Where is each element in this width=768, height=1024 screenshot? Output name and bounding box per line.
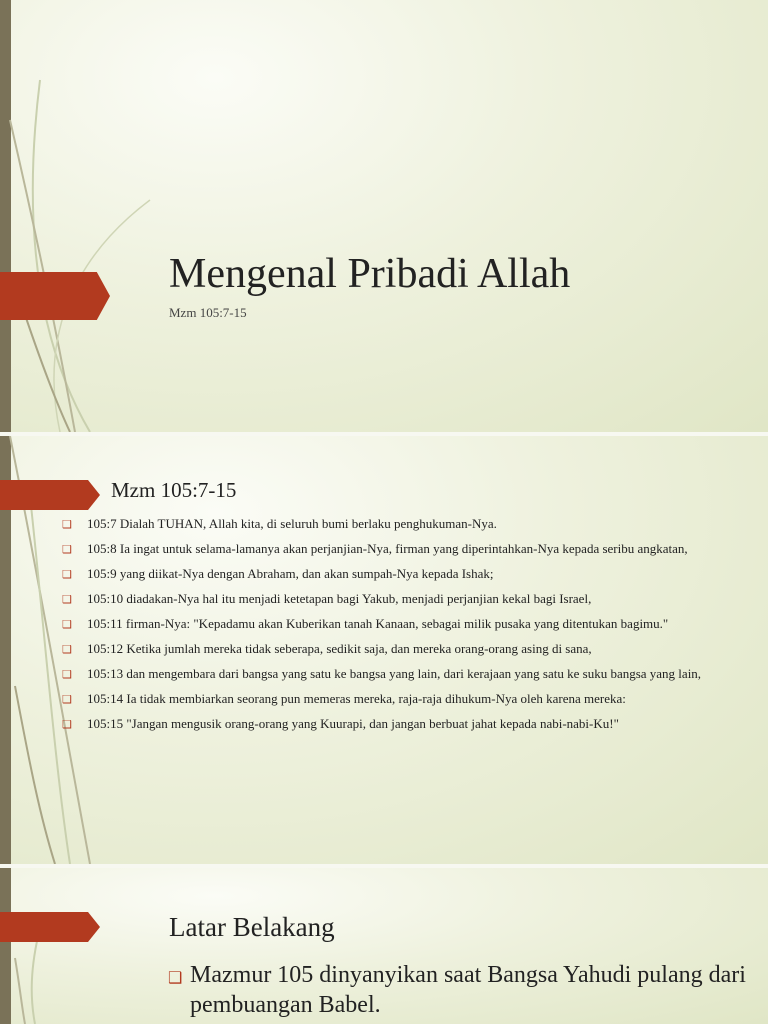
verse-text: 105:7 Dialah TUHAN, Allah kita, di seluruh bumi berlaku penghukuman-Nya.: [87, 516, 497, 531]
arrow-bullet-icon: ❑: [62, 644, 72, 656]
verse-list: [62, 516, 724, 741]
section-heading: Mzm 105:7-15: [111, 478, 237, 502]
arrow-bullet-icon: ❑: [62, 569, 72, 581]
arrow-bullet-icon: ❑: [62, 619, 72, 631]
arrow-bullet-icon: ❑: [62, 544, 72, 556]
verse-text: 105:13 dan mengembara dari bangsa yang satu ke bangsa yang lain, dari kerajaan yang satu ke suku bangsa yang lain,: [87, 666, 702, 681]
arrow-bullet-icon: ❑: [62, 519, 72, 531]
verse-text: 105:14 Ia tidak membiarkan seorang pun memeras mereka, raja-raja dihukum-Nya oleh karena mereka:: [87, 691, 626, 706]
heading-tag: [0, 480, 100, 510]
verse-text: 105:11 firman-Nya: "Kepadamu akan Kuberikan tanah Kanaan, sebagai milik pusaka yang ditentukan bagimu.": [87, 616, 669, 631]
slide-title: [0, 0, 768, 432]
slide-title-text: Mengenal Pribadi Allah: [169, 251, 571, 297]
list-item: [62, 716, 724, 732]
list-item: [62, 616, 724, 632]
verse-text: 105:15 "Jangan mengusik orang-orang yang Kuurapi, dan jangan berbuat jahat kepada nabi-nabi-Ku!": [87, 716, 619, 731]
arrow-bullet-icon: ❑: [62, 669, 72, 681]
list-item: [168, 960, 750, 1020]
heading-tag: [0, 912, 100, 942]
arrow-bullet-icon: ❑: [62, 594, 72, 606]
arrow-bullet-icon: ❑: [62, 719, 72, 731]
verse-text: 105:8 Ia ingat untuk selama-lamanya akan perjanjian-Nya, firman yang diperintahkan-Nya kepada seribu angkatan,: [87, 541, 688, 556]
list-item: [62, 666, 724, 682]
arrow-bullet-icon: ❑: [62, 694, 72, 706]
slide-background: [0, 868, 768, 1024]
list-item: [62, 691, 724, 707]
list-item: [62, 566, 724, 582]
slide-subtitle: Mzm 105:7-15: [169, 305, 247, 320]
section-heading: Latar Belakang: [169, 912, 335, 942]
arrow-bullet-icon: ❑: [168, 970, 183, 987]
verse-text: 105:10 diadakan-Nya hal itu menjadi ketetapan bagi Yakub, menjadi perjanjian kekal bagi Israel,: [87, 591, 592, 606]
title-tag: [0, 272, 110, 320]
list-item: [62, 591, 724, 607]
list-item: [62, 516, 724, 532]
decorative-curves: [0, 0, 200, 432]
slide-verses: [0, 436, 768, 864]
verse-text: 105:12 Ketika jumlah mereka tidak seberapa, sedikit saja, dan mereka orang-orang asing di sana,: [87, 641, 592, 656]
list-item: [62, 641, 724, 657]
verse-text: 105:9 yang diikat-Nya dengan Abraham, dan akan sumpah-Nya kepada Ishak;: [87, 566, 494, 581]
list-item: [62, 541, 724, 557]
item-text: Mazmur 105 dinyanyikan saat Bangsa Yahudi pulang dari pembuangan Babel.: [190, 962, 746, 1018]
